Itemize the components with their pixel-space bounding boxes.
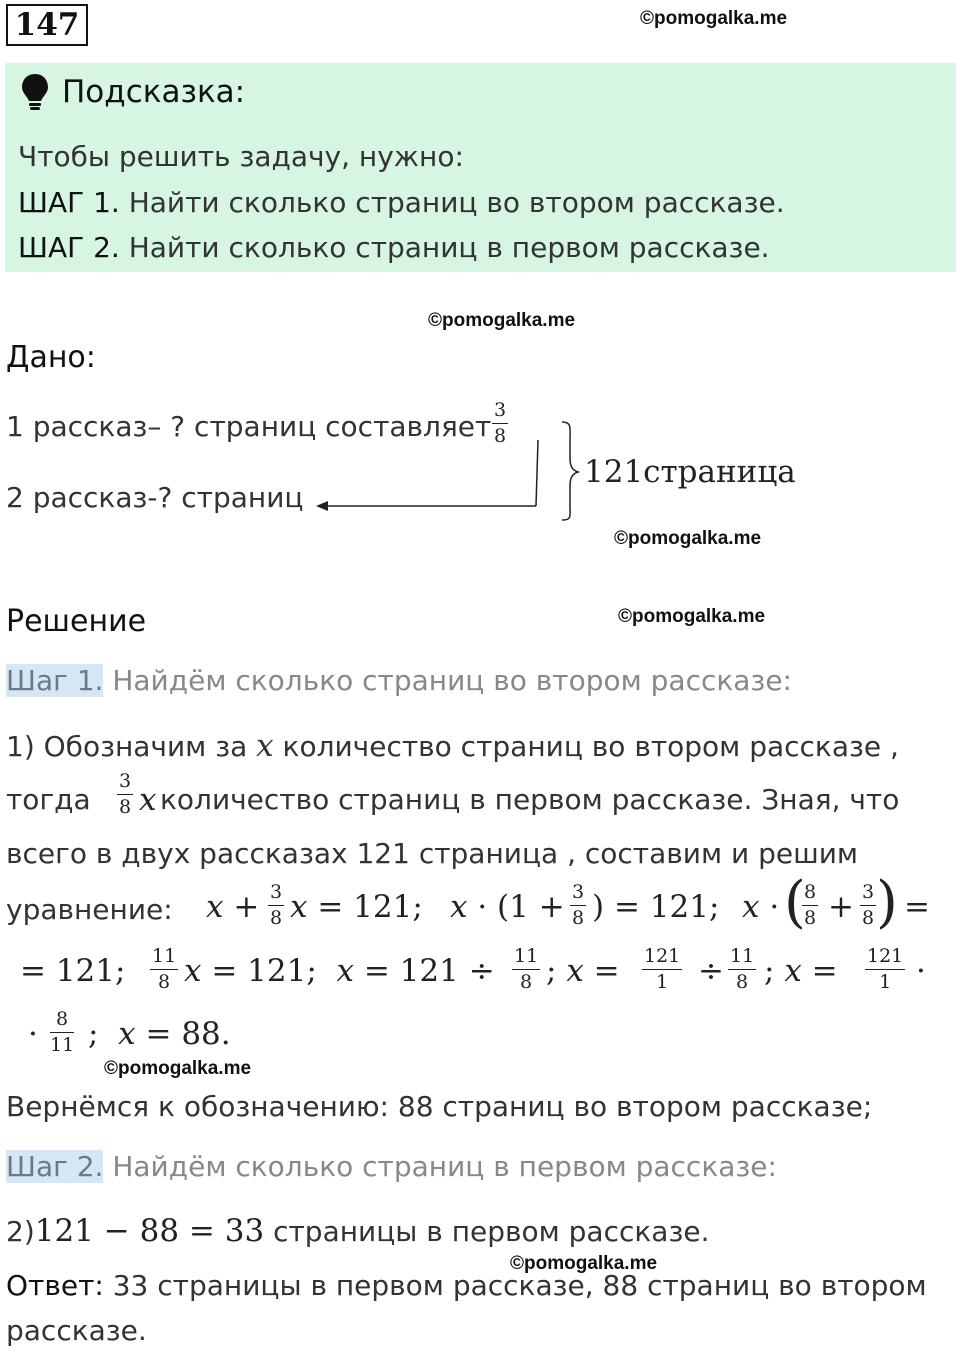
- fraction-121-1: [865, 947, 905, 992]
- eq-divide: ÷: [698, 953, 724, 989]
- fraction-3-8: [570, 883, 586, 928]
- fraction-numerator: 11: [512, 947, 540, 970]
- fraction-denominator: 8: [804, 907, 817, 929]
- fraction-denominator: 8: [572, 907, 585, 929]
- eq-dot: ·: [916, 953, 926, 989]
- eq-paren-open: (: [784, 870, 806, 935]
- eq-line2-a: = 121;: [20, 953, 126, 989]
- p1-line2-start: тогда: [6, 783, 91, 816]
- fraction-numerator: 3: [860, 883, 876, 906]
- hint-title: Подсказка:: [62, 74, 246, 110]
- hint-step2-label: ШАГ 2.: [18, 231, 120, 264]
- fraction-numerator: 121: [865, 947, 905, 970]
- p1-line4: уравнение:: [6, 893, 173, 926]
- fraction-numerator: 3: [570, 883, 586, 906]
- hint-step2-text: Найти сколько страниц в первом рассказе.: [119, 231, 770, 264]
- fraction-11-8: [728, 947, 756, 992]
- variable-x: x: [139, 782, 157, 818]
- watermark: ©pomogalka.me: [428, 310, 576, 331]
- eq-line2-c: ; x =: [546, 953, 620, 989]
- variable-x: x: [256, 728, 274, 764]
- fraction-numerator: 3: [117, 772, 133, 795]
- p2-text: страницы в первом рассказе.: [264, 1215, 710, 1248]
- watermark: ©pomogalka.me: [614, 528, 762, 549]
- fraction-numerator: 121: [642, 947, 682, 970]
- eq-line2-b: x = 121; x = 121 ÷: [184, 953, 495, 989]
- hint-step1-text: Найти сколько страниц во втором рассказе.: [119, 186, 785, 219]
- fraction-numerator: 11: [728, 947, 756, 970]
- fraction-numerator: 8: [802, 883, 818, 906]
- fraction-3-8: [860, 883, 876, 928]
- watermark: ©pomogalka.me: [104, 1058, 252, 1079]
- eq-line2-d: ; x =: [764, 953, 838, 989]
- eq-part2a: x · (1 +: [450, 889, 565, 925]
- fraction-3-8: [117, 772, 133, 817]
- fraction-denominator: 8: [494, 425, 507, 447]
- fraction-denominator: 8: [736, 971, 749, 993]
- fraction-11-8: [150, 947, 178, 992]
- fraction-8-11: [50, 1010, 74, 1055]
- answer-label: Ответ:: [6, 1269, 104, 1302]
- fraction-numerator: 11: [150, 947, 178, 970]
- eq-equals: =: [904, 889, 930, 925]
- answer-text: 33 страницы в первом рассказе, 88 страниц во втором: [103, 1269, 927, 1302]
- eq-dot-start: ·: [28, 1016, 38, 1052]
- p1-line3: всего в двух рассказах 121 страница , составим и решим: [6, 837, 859, 870]
- fraction-denominator: 8: [158, 971, 171, 993]
- eq-paren-close: ): [876, 870, 898, 935]
- step2-text: Найдём сколько страниц в первом рассказе:: [103, 1150, 777, 1183]
- hint-step2: [18, 231, 770, 264]
- step2-title: [6, 1150, 777, 1183]
- hint-step1-label: ШАГ 1.: [18, 186, 120, 219]
- eq-part1: x = 121;: [290, 889, 423, 925]
- fraction-numerator: 8: [50, 1010, 74, 1033]
- fraction-numerator: 3: [268, 883, 284, 906]
- problem-number: 147: [6, 4, 88, 46]
- p2-prefix: 2): [6, 1215, 35, 1248]
- step1-label: Шаг 1.: [6, 664, 104, 697]
- p2-expression: 121 − 88 = 33: [34, 1213, 265, 1249]
- step1-text: Найдём сколько страниц во втором рассказе:: [103, 664, 792, 697]
- watermark: ©pomogalka.me: [510, 1253, 658, 1274]
- lightbulb-icon: [20, 72, 50, 112]
- paragraph2: [6, 1213, 709, 1249]
- watermark: ©pomogalka.me: [618, 606, 766, 627]
- fraction-8-8: [802, 883, 818, 928]
- fraction-denominator: 8: [520, 971, 533, 993]
- fraction-denominator: 8: [862, 907, 875, 929]
- p1-line2-rest: количество страниц в первом рассказе. Зная, что: [160, 783, 900, 816]
- fraction-denominator: 8: [270, 907, 283, 929]
- eq-part2b: ) = 121;: [592, 889, 720, 925]
- given-total: 121страница: [584, 454, 796, 490]
- fraction-121-1: [642, 947, 682, 992]
- hint-step1: [18, 186, 785, 219]
- p1-text-b: количество страниц во втором рассказе ,: [273, 730, 899, 763]
- given-diagram-lines: [310, 410, 590, 525]
- fraction-denominator: 1: [879, 971, 892, 993]
- fraction-11-8: [512, 947, 540, 992]
- fraction-numerator: 3: [492, 401, 508, 424]
- eq-plus: +: [828, 889, 854, 925]
- given-line2: 2 рассказ-? страниц: [6, 481, 304, 514]
- solution-heading: Решение: [6, 604, 147, 639]
- watermark: ©pomogalka.me: [640, 8, 788, 29]
- fraction-denominator: 11: [50, 1034, 75, 1056]
- answer-line2: рассказе.: [6, 1314, 147, 1347]
- fraction-3-8: [268, 883, 284, 928]
- eq-line3: ; x = 88.: [88, 1016, 231, 1052]
- hint-intro: Чтобы решить задачу, нужно:: [18, 140, 464, 173]
- return-to-notation: Вернёмся к обозначению: 88 страниц во втором рассказе;: [6, 1090, 873, 1123]
- eq-part3a: x ·: [742, 889, 780, 925]
- answer-line: [6, 1269, 927, 1302]
- given-line1: 1 рассказ– ? страниц составляет: [6, 410, 492, 443]
- step2-label: Шаг 2.: [6, 1150, 104, 1183]
- paragraph1-line1: [6, 728, 899, 764]
- step1-title: [6, 664, 792, 697]
- given-heading: Дано:: [6, 340, 96, 375]
- p1-text-a: 1) Обозначим за: [6, 730, 248, 763]
- fraction-denominator: 1: [656, 971, 669, 993]
- eq-x-plus: x +: [206, 889, 260, 925]
- fraction-denominator: 8: [119, 796, 132, 818]
